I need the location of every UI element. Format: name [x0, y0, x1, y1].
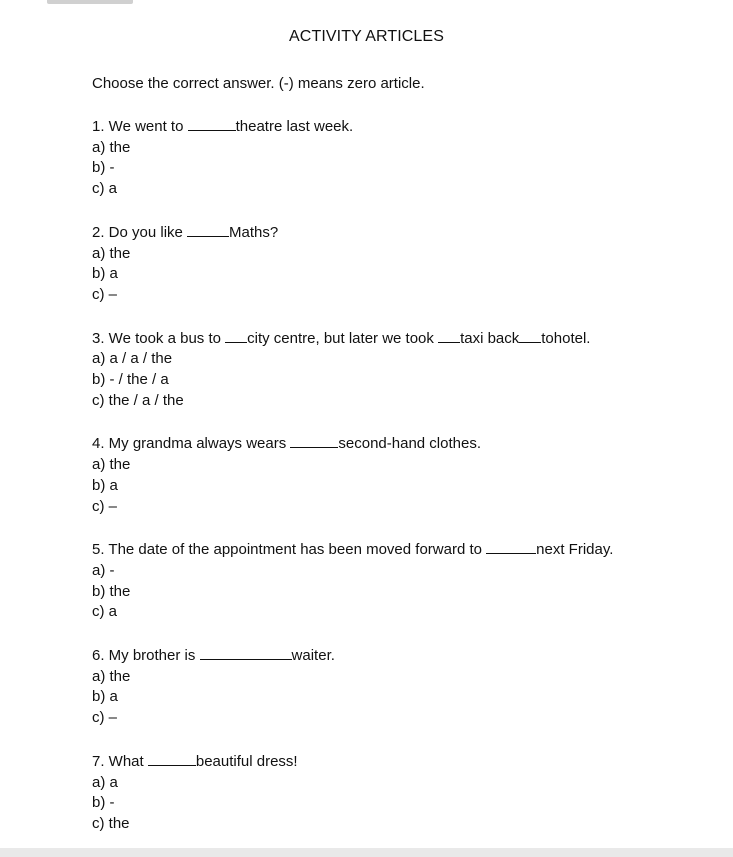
question-3-prefix: 3. We took a bus to: [92, 329, 226, 347]
option-c: c) a: [92, 603, 118, 621]
question-1-suffix: theatre last week.: [235, 118, 354, 135]
option-a: a) the: [92, 244, 131, 262]
question-2-suffix: Maths?: [229, 223, 279, 241]
question-4-prefix: 4. My grandma always wears: [92, 435, 291, 453]
question-7-prefix: 7. What: [92, 752, 148, 770]
option-a: a) a: [92, 773, 118, 791]
option-b: b) the: [92, 582, 131, 600]
option-b: b) -: [92, 159, 115, 177]
answer-blank: [290, 433, 338, 448]
question-1: [92, 116, 712, 200]
question-5: [92, 539, 712, 623]
question-1-stem: [92, 116, 712, 138]
answer-blank: [486, 539, 536, 554]
option-b: b) a: [92, 688, 118, 706]
option-a: a) the: [92, 138, 131, 156]
page-tab-decoration: [47, 0, 133, 4]
option-a: a) a / a / the: [92, 350, 173, 368]
question-6-stem: [92, 645, 712, 667]
question-7-suffix: beautiful dress!: [195, 752, 298, 770]
question-2-stem: [92, 222, 712, 244]
question-6-suffix: waiter.: [291, 647, 335, 665]
option-c: c) –: [92, 285, 118, 303]
question-4-suffix: second-hand clothes.: [338, 435, 482, 453]
question-2: [92, 222, 712, 306]
option-b: b) -: [92, 794, 115, 812]
question-3-mid1: city centre, but later we took: [247, 329, 439, 347]
question-6-prefix: 6. My brother is: [92, 647, 200, 665]
question-7-stem: [92, 751, 712, 773]
option-c: c) the: [92, 814, 130, 832]
question-2-prefix: 2. Do you like: [92, 223, 188, 241]
answer-blank: [187, 222, 229, 237]
option-a: a) the: [92, 667, 131, 685]
question-3-mid2: taxi back: [460, 329, 520, 347]
answer-blank: [200, 645, 292, 660]
answer-blank: [438, 328, 460, 343]
instruction-text: Choose the correct answer. (-) means zero article.: [92, 75, 425, 92]
option-b: b) a: [92, 265, 118, 283]
question-1-prefix: 1. We went to: [92, 118, 188, 135]
question-5-stem: [92, 539, 712, 561]
option-c: c) a: [92, 180, 118, 198]
page-title: ACTIVITY ARTICLES: [289, 28, 444, 45]
option-a: a) the: [92, 456, 131, 474]
option-b: b) a: [92, 476, 118, 494]
question-5-prefix: 5. The date of the appointment has been moved forward to: [92, 541, 487, 559]
option-c: c) –: [92, 709, 118, 727]
question-6: [92, 645, 712, 729]
question-4-stem: [92, 433, 712, 455]
option-c: c) the / a / the: [92, 391, 184, 409]
answer-blank: [225, 328, 247, 343]
question-3-stem: [92, 328, 712, 350]
option-a: a) -: [92, 561, 115, 579]
question-4: [92, 433, 712, 517]
option-b: b) - / the / a: [92, 371, 169, 389]
question-7: [92, 751, 712, 835]
question-3-suffix: tohotel.: [541, 329, 591, 347]
question-3: [92, 328, 712, 412]
answer-blank: [519, 328, 541, 343]
question-5-suffix: next Friday.: [536, 541, 614, 559]
answer-blank: [188, 116, 236, 131]
worksheet-content: [92, 74, 712, 857]
answer-blank: [148, 751, 196, 766]
option-c: c) –: [92, 497, 118, 515]
